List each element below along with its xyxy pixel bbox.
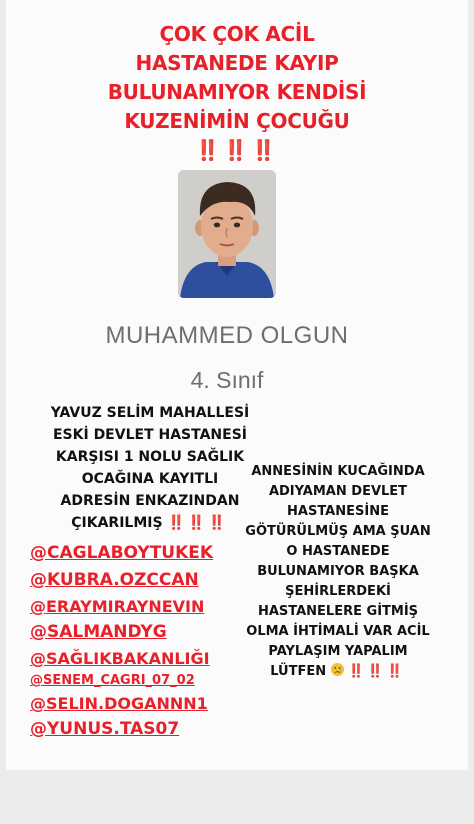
note-line-last bbox=[240, 662, 436, 682]
urgent-headline bbox=[0, 20, 474, 165]
note-line: GÖTÜRÜLMÜŞ AMA ŞUAN bbox=[245, 524, 431, 539]
mention-list bbox=[30, 540, 213, 743]
note-line: ESKİ DEVLET HASTANESİ bbox=[52, 427, 247, 443]
note-line: ANNESİNİN KUCAĞINDA bbox=[251, 464, 425, 479]
note-line: O HASTANEDE bbox=[286, 544, 390, 559]
mention-link[interactable]: @CAGLABOYTUKEK bbox=[30, 543, 214, 563]
note-line: OCAĞINA KAYITLI bbox=[81, 471, 219, 487]
note-line: YAVUZ SELİM MAHALLESİ bbox=[50, 405, 250, 421]
headline-line: HASTANEDE KAYIP bbox=[135, 51, 339, 75]
mention-link[interactable]: @YUNUS.TAS07 bbox=[30, 719, 180, 739]
note-line: KARŞISI 1 NOLU SAĞLIK bbox=[55, 449, 245, 465]
mention-link[interactable]: @ERAYMIRAYNEVIN bbox=[30, 597, 205, 616]
note-line: HASTANESİNE bbox=[287, 504, 389, 519]
note-line-last bbox=[30, 512, 270, 534]
note-line: BULUNAMIYOR BAŞKA bbox=[257, 564, 419, 579]
mention-link[interactable]: @SELIN.DOGANNN1 bbox=[30, 694, 208, 713]
child-name: MUHAMMED OLGUN bbox=[105, 322, 349, 349]
headline-line: KUZENİMİN ÇOCUĞU bbox=[124, 109, 350, 133]
mention-link[interactable]: @SALMANDYG bbox=[30, 622, 167, 642]
mention-link[interactable]: @SAĞLIKBAKANLIĞI bbox=[30, 649, 210, 668]
note-line: PAYLAŞIM YAPALIM bbox=[268, 644, 408, 659]
headline-line: BULUNAMIYOR KENDİSİ bbox=[107, 80, 367, 104]
note-line: ADRESİN ENKAZINDAN bbox=[60, 493, 240, 509]
warning-marks-icon: ‼️‼️‼️ bbox=[195, 138, 279, 162]
note-line: ŞEHİRLERDEKİ bbox=[285, 584, 391, 599]
mention-link[interactable]: @SENEM_CAGRI_07_02 bbox=[30, 673, 195, 688]
hospital-note bbox=[240, 462, 436, 682]
address-note bbox=[30, 402, 270, 534]
warning-marks-icon: ‼️‼️‼️ bbox=[167, 515, 229, 531]
note-line: OLMA İHTİMALİ VAR ACİL bbox=[246, 624, 430, 639]
crying-face-icon bbox=[331, 663, 344, 676]
note-line: ADIYAMAN DEVLET bbox=[268, 484, 408, 499]
mention-link[interactable]: @KUBRA.OZCCAN bbox=[30, 570, 199, 590]
note-line-text: LÜTFEN bbox=[270, 664, 327, 679]
child-photo bbox=[178, 170, 276, 298]
warning-marks-icon: ‼️‼️‼️ bbox=[348, 664, 406, 679]
headline-line: ÇOK ÇOK ACİL bbox=[159, 22, 315, 46]
note-line-text: ÇIKARILMIŞ bbox=[71, 515, 163, 531]
note-line: HASTANELERE GİTMİŞ bbox=[257, 604, 419, 619]
child-grade: 4. Sınıf bbox=[190, 367, 264, 393]
